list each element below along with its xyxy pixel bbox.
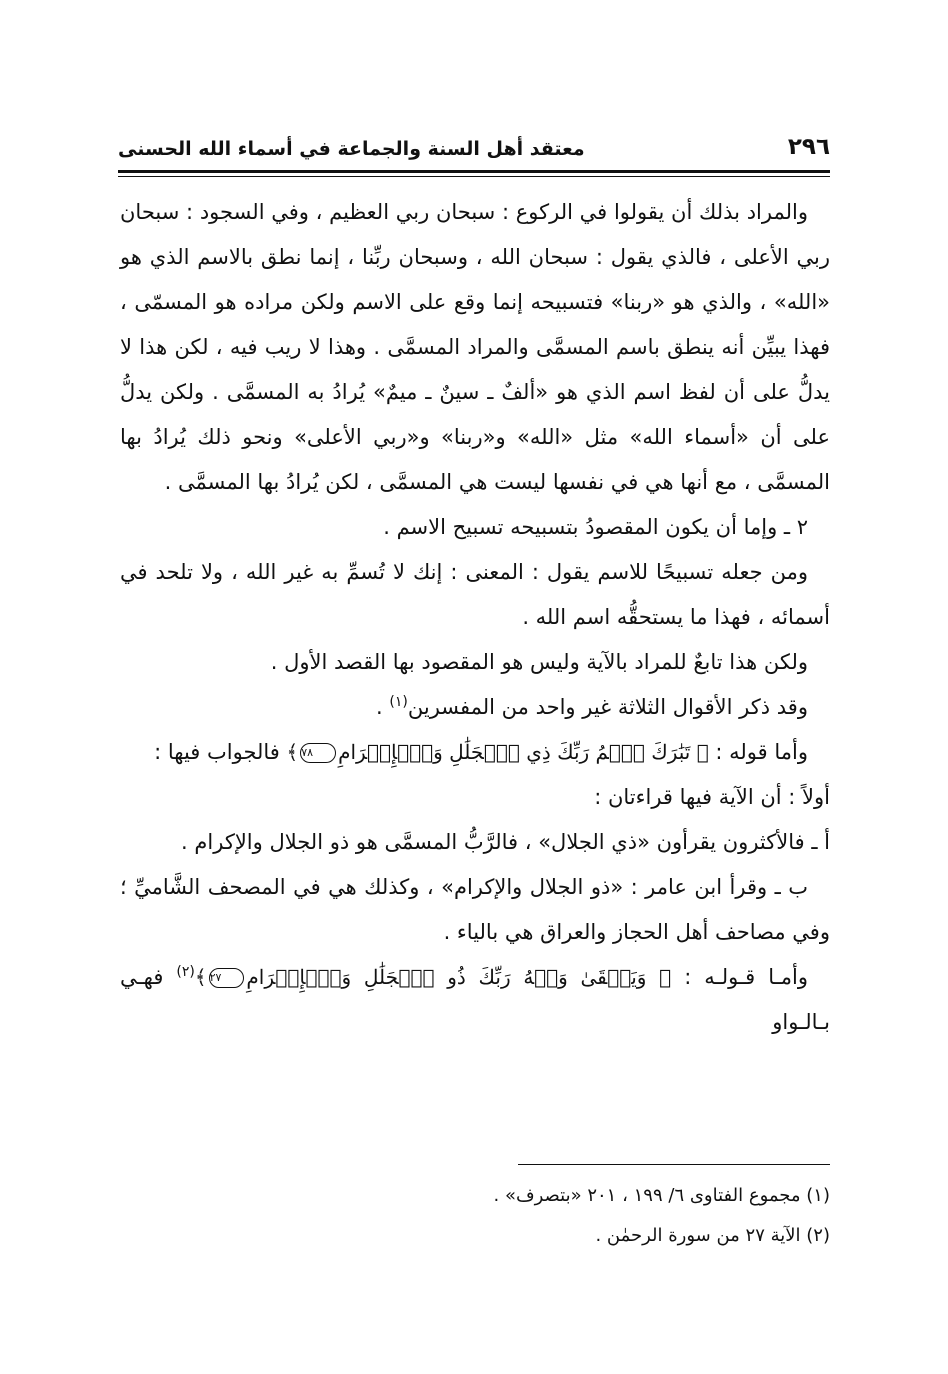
paragraph-2: ٢ ـ وإما أن يكون المقصودُ بتسبيحه تسبيح الاسم . bbox=[383, 515, 808, 539]
footnote-1: (١) مجموع الفتاوى ٦/ ١٩٩ ، ٢٠١ «بتصرف» . bbox=[493, 1185, 830, 1206]
ayah-number-27: ٢٧ bbox=[209, 968, 245, 988]
quran-verse-1: ﴿ تَبَٰرَكَ ٱسۡمُ رَبِّكَ ذِي ٱلۡجَلَٰلِ وَٱلۡإِكۡرَامِ bbox=[338, 740, 709, 764]
body-text bbox=[120, 190, 830, 1045]
paragraph-6-end: فالجواب فيها : bbox=[154, 740, 287, 764]
ayah-number-78: ٧٨ bbox=[300, 743, 336, 763]
footnote-marker-2: (٢) bbox=[176, 964, 195, 980]
quran-bracket-close-2: ﴾ bbox=[194, 965, 207, 989]
paragraph-10-end: فهـي بـالـواو bbox=[120, 965, 830, 1034]
paragraph-10 bbox=[120, 955, 830, 1045]
paragraph-5-end: . bbox=[376, 695, 390, 719]
paragraph-1: والمراد بذلك أن يقولوا في الركوع : سبحان ربي العظيم ، وفي السجود : سبحان ربي الأعلى ، فالذي يقول : سبحان الله ، وسبحان ربِّنا ، إنما نطق بالاسم الذي هو «الله» ، والذي هو «ربنا» فتسبيحه إنما وقع على الاسم ولكن مراده هو المسمّى ، فهذا يبيِّن أنه ينطق باسم المسمَّى والمراد المسمَّى . وهذا لا ريب فيه ، لكن هذا لا يدلُّ على أن لفظ اسم الذي هو «ألفٌ ـ سينٌ ـ ميمٌ» يُرادُ به المسمَّى . ولكن يدلُّ على أن «أسماء الله» مثل «الله» و«ربنا» و«ربي الأعلى» ونحو ذلك يُرادُ بها المسمَّى ، مع أنها هي في نفسها ليست هي المسمَّى ، لكن يُرادُ بها المسمَّى . bbox=[120, 200, 830, 494]
paragraph-5-text: وقد ذكر الأقوال الثلاثة غير واحد من المفسرين bbox=[407, 695, 808, 719]
paragraph-10-start: وأمـا قـولـه : bbox=[671, 965, 808, 989]
header-rule-thick bbox=[118, 170, 830, 173]
paragraph-7: أولاً : أن الآية فيها قراءتان : bbox=[594, 785, 830, 809]
paragraph-9: ب ـ وقرأ ابن عامر : «ذو الجلال والإكرام» ، وكذلك هي في المصحف الشَّاميِّ ؛ وفي مصاحف أهل الحجاز والعراق هي بالياء . bbox=[120, 875, 830, 944]
footnote-marker-1: (١) bbox=[389, 694, 408, 710]
page-number: ٢٩٦ bbox=[787, 134, 830, 160]
header-rule-thin bbox=[118, 176, 830, 177]
footnotes bbox=[120, 1176, 830, 1256]
quran-bracket-close-1: ﴾ bbox=[286, 740, 299, 764]
page-header bbox=[118, 124, 830, 160]
paragraph-8: أ ـ فالأكثرون يقرأون «ذي الجلال» ، فالرَّبُّ المسمَّى هو ذو الجلال والإكرام . bbox=[181, 830, 830, 854]
paragraph-6-start: وأما قوله : bbox=[708, 740, 808, 764]
running-title: معتقد أهل السنة والجماعة في أسماء الله الحسنى bbox=[118, 138, 585, 160]
paragraph-4: ولكن هذا تابعٌ للمراد بالآية وليس هو المقصود بها القصد الأول . bbox=[270, 650, 808, 674]
paragraph-3: ومن جعله تسبيحًا للاسم يقول : المعنى : إنك لا تُسمِّ به غير الله ، ولا تلحد في أسمائه ، فهذا ما يستحقُّه اسم الله . bbox=[120, 560, 830, 629]
paragraph-5 bbox=[120, 685, 830, 730]
footnote-2: (٢) الآية ٢٧ من سورة الرحمٰن . bbox=[595, 1225, 830, 1246]
quran-verse-2: ﴿ وَيَبۡقَىٰ وَجۡهُ رَبِّكَ ذُو ٱلۡجَلَٰلِ وَٱلۡإِكۡرَامِ bbox=[246, 965, 672, 989]
paragraph-6 bbox=[120, 730, 830, 775]
footnote-separator bbox=[518, 1164, 830, 1165]
